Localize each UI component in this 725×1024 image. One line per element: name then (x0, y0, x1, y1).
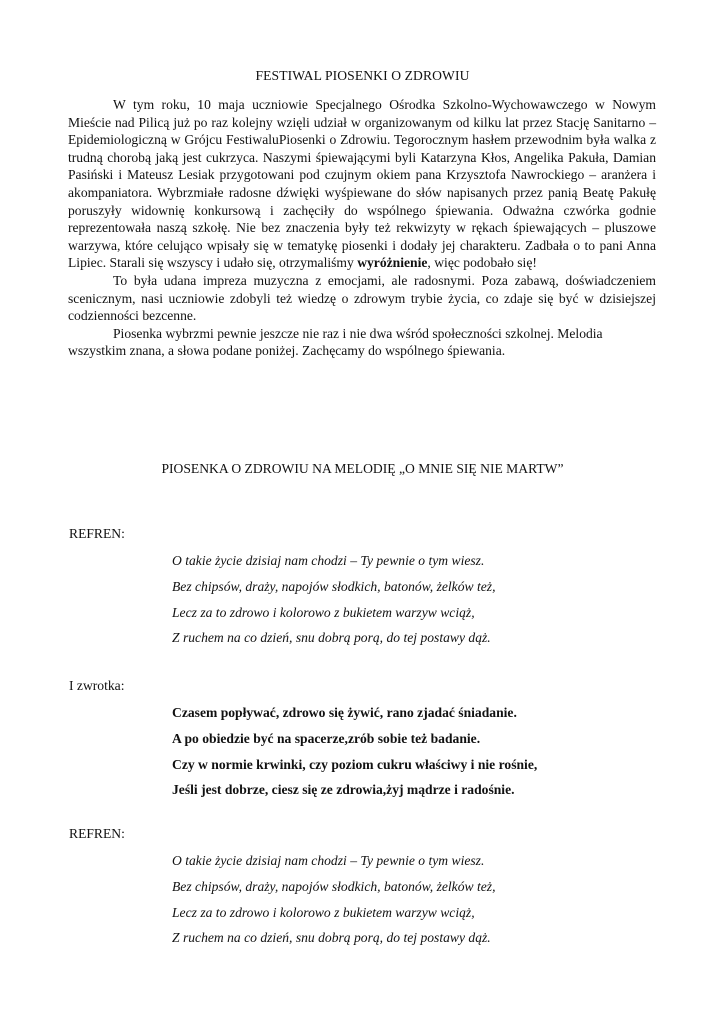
lyric-line: Jeśli jest dobrze, ciesz się ze zdrowia,żyj mądrze i radośnie. (172, 782, 515, 798)
article-paragraph-2: To była udana impreza muzyczna z emocjami, ale radosnymi. Poza zabawą, doświadczeniem scenicznym, nasi uczniowie zdobyli też wiedzę o zdrowym trybie życia, co zdaje się być w dzisiejszej codzienności bezcenne. (68, 272, 656, 324)
lyric-line: Lecz za to zdrowo i kolorowo z bukietem warzyw wciąż, (172, 604, 475, 620)
refrain-stanza (172, 548, 692, 651)
song-title: PIOSENKA O ZDROWIU NA MELODIĘ „O MNIE SIĘ NIE MARTW” (161, 461, 564, 476)
paragraph-text: W tym roku, 10 maja uczniowie Specjalnego Ośrodka Szkolno-Wychowawczego w Nowym Mieście nad Pilicą już po raz kolejny wzięli udział w organizowanym od kilku lat przez Stację Sanitarno – Epidemiologiczną w Grójcu FestiwaluPiosenki o Zdrowiu. Tegorocznym hasłem przewodnim była walka z trudną chorobą jaką jest cukrzyca. Naszymi śpiewającymi byli Katarzyna Kłos, Angelika Pakuła, Damian Pasiński i Mateusz Lesiak przygotowani pod czujnym okiem pana Krzysztofa Nawrockiego – aranżera i akompaniatora. Wybrzmiałe radosne dźwięki wyśpiewane do słów napisanych przez panią Beatę Pakułę poruszyły widownię konkursową i zachęciły do wspólnego śpiewania. Odważna czwórka godnie reprezentowała naszą szkołę. Nie bez znaczenia były też rekwizyty w rękach śpiewających – pluszowe warzywa, które celująco wpisały się w tematykę piosenki i dodały jej charakteru. Zadbała o to pani Anna Lipiec. Starali się wszyscy i udało się, otrzymaliśmy (68, 97, 656, 271)
lyric-line: A po obiedzie być na spacerze,zrób sobie też badanie. (172, 730, 481, 746)
lyric-line: Bez chipsów, draży, napojów słodkich, batonów, żelków też, (172, 878, 496, 894)
article-paragraph-1 (68, 96, 656, 272)
highlight-award: wyróżnienie (357, 255, 428, 271)
paragraph-text: , więc podobało się! (427, 255, 537, 271)
lyric-line: Bez chipsów, draży, napojów słodkich, batonów, żelków też, (172, 578, 496, 594)
verse-stanza (172, 700, 692, 803)
refrain-stanza (172, 848, 692, 951)
document-title: FESTIWAL PIOSENKI O ZDROWIU (255, 68, 470, 83)
lyric-line: Z ruchem na co dzień, snu dobrą porą, do tej postawy dąż. (172, 930, 491, 946)
lyric-line: O takie życie dzisiaj nam chodzi – Ty pewnie o tym wiesz. (172, 553, 485, 568)
article-paragraph-3: Piosenka wybrzmi pewnie jeszcze nie raz i nie dwa wśród społeczności szkolnej. Melodia wszystkim znana, a słowa podane poniżej. Zachęcamy do wspólnego śpiewania. (68, 325, 603, 359)
section-label-refrain: REFREN: (69, 826, 125, 841)
lyric-line: Czy w normie krwinki, czy poziom cukru właściwy i nie rośnie, (172, 756, 538, 772)
section-label-verse-1: I zwrotka: (69, 678, 125, 693)
lyric-line: O takie życie dzisiaj nam chodzi – Ty pewnie o tym wiesz. (172, 853, 485, 868)
section-label-refrain: REFREN: (69, 526, 125, 541)
lyric-line: Czasem popływać, zdrowo się żywić, rano zjadać śniadanie. (172, 705, 517, 720)
article-body (68, 96, 656, 360)
lyric-line: Z ruchem na co dzień, snu dobrą porą, do tej postawy dąż. (172, 630, 491, 646)
lyric-line: Lecz za to zdrowo i kolorowo z bukietem warzyw wciąż, (172, 904, 475, 920)
